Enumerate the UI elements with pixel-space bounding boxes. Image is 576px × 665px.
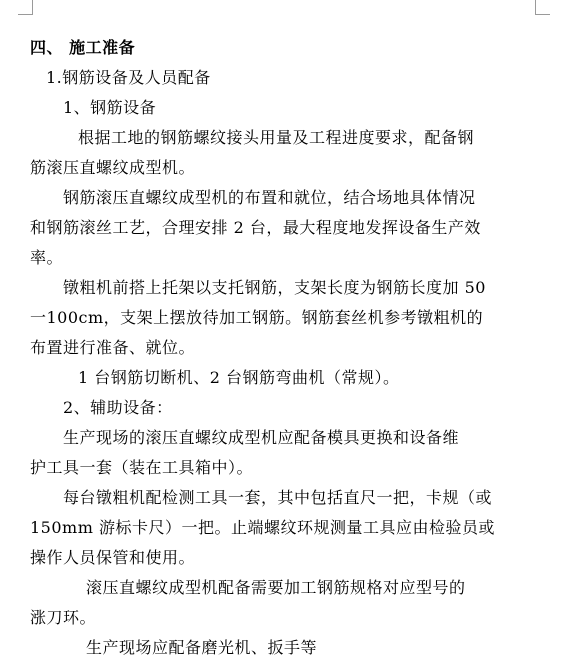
paragraph-line: 一100cm，支架上摆放待加工钢筋。钢筋套丝机参考镦粗机的 — [30, 308, 484, 327]
paragraph-line: 生产现场的滚压直螺纹成型机应配备模具更换和设备维 — [63, 428, 460, 447]
item-heading-auxiliary: 2、辅助设备： — [63, 398, 173, 417]
paragraph-line: 筋滚压直螺纹成型机。 — [30, 158, 196, 177]
subsection-heading: 1.钢筋设备及人员配备 — [46, 68, 211, 87]
paragraph-line: 每台镦粗机配检测工具一套，其中包括直尺一把，卡规（或 — [63, 488, 493, 507]
paragraph-line: 率。 — [30, 248, 64, 267]
paragraph-line: 1 台钢筋切断机、2 台钢筋弯曲机（常规）。 — [78, 368, 400, 387]
paragraph-line: 涨刀环。 — [30, 608, 97, 627]
paragraph-line: 滚压直螺纹成型机配备需要加工钢筋规格对应型号的 — [86, 578, 466, 597]
paragraph-line: 操作人员保管和使用。 — [30, 548, 196, 567]
paragraph-line: 150mm 游标卡尺）一把。止端螺纹环规测量工具应由检验员或 — [30, 518, 495, 537]
paragraph-line: 钢筋滚压直螺纹成型机的布置和就位，结合场地具体情况 — [63, 188, 476, 207]
paragraph-line: 根据工地的钢筋螺纹接头用量及工程进度要求，配备钢 — [78, 128, 475, 147]
section-heading: 四、 施工准备 — [30, 38, 136, 57]
page-corner-mark-right — [535, 0, 550, 15]
paragraph-line: 护工具一套（装在工具箱中）。 — [30, 458, 254, 477]
paragraph-line: 布置进行准备、就位。 — [30, 338, 196, 357]
paragraph-line: 生产现场应配备磨光机、扳手等 — [86, 638, 318, 657]
item-heading-equipment: 1、钢筋设备 — [63, 98, 157, 117]
paragraph-line: 和钢筋滚丝工艺，合理安排 2 台，最大程度地发挥设备生产效 — [30, 218, 481, 237]
paragraph-line: 镦粗机前搭上托架以支托钢筋，支架长度为钢筋长度加 50 — [63, 278, 486, 297]
page-corner-mark-left — [18, 0, 33, 15]
